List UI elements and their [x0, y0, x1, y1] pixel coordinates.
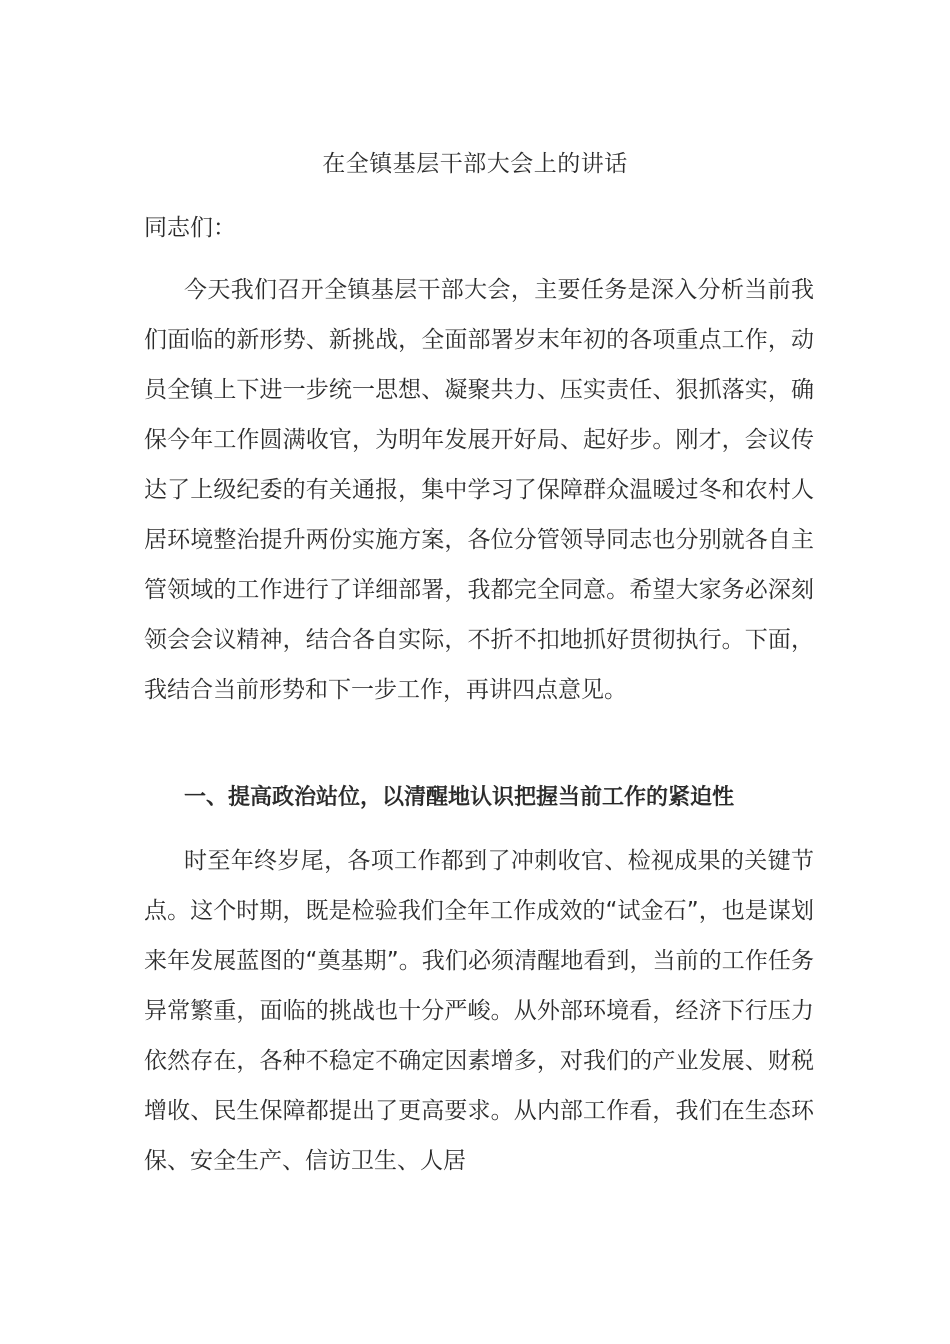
salutation: 同志们：	[144, 215, 236, 241]
section-heading: 一、提高政治站位，以清醒地认识把握当前工作的紧迫性	[184, 785, 735, 810]
body-paragraph: 时至年终岁尾，各项工作都到了冲刺收官、检视成果的关键节点。这个时期，既是检验我们全年工作成效的“试金石”，也是谋划来年发展蓝图的“奠基期”。我们必须清醒地看到，当前的工作任务异常繁重，面临的挑战也十分严峻。从外部环境看，经济下行压力依然存在，各种不稳定不确定因素增多，对我们的产业发展、财税增收、民生保障都提出了更高要求。从内部工作看，我们在生态环保、安全生产、信访卫生、人居	[144, 848, 814, 1174]
body-paragraph: 今天我们召开全镇基层干部大会，主要任务是深入分析当前我们面临的新形势、新挑战，全面部署岁末年初的各项重点工作，动员全镇上下进一步统一思想、凝聚共力、压实责任、狠抓落实，确保今年工作圆满收官，为明年发展开好局、起好步。刚才，会议传达了上级纪委的有关通报，集中学习了保障群众温暖过冬和农村人居环境整治提升两份实施方案，各位分管领导同志也分别就各自主管领域的工作进行了详细部署，我都完全同意。希望大家务必深刻领会会议精神，结合各自实际，不折不扣地抓好贯彻执行。下面，我结合当前形势和下一步工作，再讲四点意见。	[144, 277, 814, 703]
page-title: 在全镇基层干部大会上的讲话	[322, 151, 628, 177]
